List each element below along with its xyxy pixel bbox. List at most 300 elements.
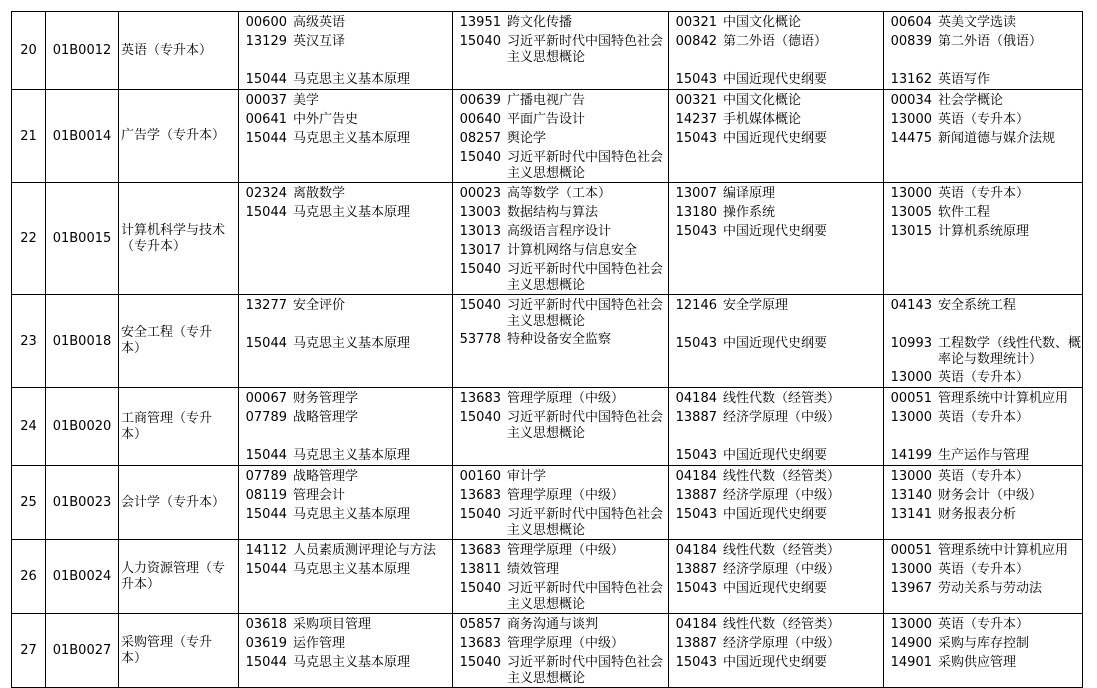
course-name: 经济学原理（中级） bbox=[723, 410, 841, 425]
course-code: 05857 bbox=[459, 617, 501, 632]
course-code: 13277 bbox=[245, 298, 287, 313]
course-code: 15044 bbox=[245, 205, 287, 220]
course-item bbox=[669, 184, 883, 203]
course-name: 英语（专升本） bbox=[938, 112, 1030, 127]
course-name: 管理系统中计算机应用 bbox=[938, 391, 1069, 406]
course-name: 计算机系统原理 bbox=[938, 224, 1030, 239]
course-code: 15044 bbox=[245, 655, 287, 670]
course-item bbox=[239, 408, 452, 427]
course-group-1 bbox=[239, 388, 453, 466]
course-item bbox=[669, 408, 883, 427]
course-code: 13129 bbox=[245, 34, 287, 49]
course-code: 15044 bbox=[245, 72, 287, 87]
course-item bbox=[453, 653, 668, 687]
course-code: 00604 bbox=[890, 15, 932, 30]
course-group-1 bbox=[239, 12, 453, 90]
course-code: 13887 bbox=[675, 488, 717, 503]
course-code: 15044 bbox=[245, 336, 287, 351]
course-code: 13013 bbox=[459, 224, 501, 239]
course-item bbox=[669, 110, 883, 129]
major-name-line: 计算机科学与技术 bbox=[121, 222, 226, 238]
course-item bbox=[884, 13, 1082, 32]
course-code: 13683 bbox=[459, 391, 501, 406]
course-name: 管理会计 bbox=[293, 488, 346, 503]
major-code: 01B0012 bbox=[46, 12, 119, 90]
course-code: 00600 bbox=[245, 15, 287, 30]
course-code: 03619 bbox=[245, 636, 287, 651]
course-name: 英语（专升本） bbox=[938, 617, 1030, 632]
course-name: 管理学原理（中级） bbox=[507, 636, 625, 651]
course-code: 13683 bbox=[459, 543, 501, 558]
course-code: 14475 bbox=[890, 131, 932, 146]
course-item bbox=[239, 446, 452, 465]
course-item bbox=[453, 296, 668, 330]
course-name: 英语（专升本） bbox=[938, 469, 1030, 484]
course-group-4 bbox=[884, 388, 1083, 466]
course-group-3 bbox=[669, 466, 884, 540]
course-group-3 bbox=[669, 90, 884, 183]
course-code: 00051 bbox=[890, 391, 932, 406]
table-row bbox=[12, 466, 1083, 540]
course-item bbox=[884, 486, 1082, 505]
course-item bbox=[453, 148, 668, 182]
exam-schedule-table bbox=[11, 11, 1083, 688]
course-group-4 bbox=[884, 183, 1083, 295]
course-name: 中外广告史 bbox=[293, 112, 359, 127]
course-item bbox=[884, 222, 1082, 241]
course-code: 13000 bbox=[890, 410, 932, 425]
course-name: 美学 bbox=[293, 93, 320, 108]
major-code: 01B0024 bbox=[46, 540, 119, 614]
course-code: 00067 bbox=[245, 391, 287, 406]
row-number: 20 bbox=[12, 12, 46, 90]
course-name: 习近平新时代中国特色社会主义思想概论 bbox=[507, 262, 664, 293]
course-item bbox=[669, 486, 883, 505]
course-code: 15040 bbox=[459, 655, 501, 670]
course-group-2 bbox=[453, 540, 669, 614]
major-name bbox=[119, 466, 239, 540]
course-item bbox=[884, 634, 1082, 653]
course-code: 13005 bbox=[890, 205, 932, 220]
course-item bbox=[239, 70, 452, 89]
course-name: 英汉互译 bbox=[293, 34, 346, 49]
course-name: 英美文学选读 bbox=[938, 15, 1017, 30]
course-item bbox=[453, 241, 668, 260]
course-name: 广播电视广告 bbox=[507, 93, 586, 108]
course-name: 采购与库存控制 bbox=[938, 636, 1030, 651]
major-name-line: 人力资源管理（专 bbox=[121, 560, 226, 576]
course-name: 马克思主义基本原理 bbox=[293, 131, 411, 146]
course-name: 特种设备安全监察 bbox=[507, 332, 612, 347]
course-name: 马克思主义基本原理 bbox=[293, 655, 411, 670]
course-item bbox=[453, 260, 668, 294]
course-code: 13887 bbox=[675, 636, 717, 651]
course-code: 13180 bbox=[675, 205, 717, 220]
major-name-line: 采购管理（专升 bbox=[121, 634, 213, 650]
course-item bbox=[453, 467, 668, 486]
course-name: 中国文化概论 bbox=[723, 15, 802, 30]
course-item bbox=[453, 32, 668, 66]
course-name: 中国近现代史纲要 bbox=[723, 507, 828, 522]
table-row bbox=[12, 90, 1083, 183]
course-name: 习近平新时代中国特色社会主义思想概论 bbox=[507, 507, 664, 538]
course-name: 社会学概论 bbox=[938, 93, 1004, 108]
major-name bbox=[119, 295, 239, 388]
course-item bbox=[884, 467, 1082, 486]
course-name: 经济学原理（中级） bbox=[723, 488, 841, 503]
major-code: 01B0018 bbox=[46, 295, 119, 388]
course-item bbox=[669, 541, 883, 560]
course-group-3 bbox=[669, 540, 884, 614]
course-code: 00639 bbox=[459, 93, 501, 108]
course-item bbox=[669, 222, 883, 241]
course-name: 采购供应管理 bbox=[938, 655, 1017, 670]
course-item bbox=[239, 91, 452, 110]
course-name: 安全系统工程 bbox=[938, 298, 1017, 313]
course-name: 管理学原理（中级） bbox=[507, 391, 625, 406]
course-code: 13811 bbox=[459, 562, 501, 577]
course-group-2 bbox=[453, 90, 669, 183]
course-code: 04184 bbox=[675, 391, 717, 406]
major-code: 01B0027 bbox=[46, 614, 119, 688]
course-item bbox=[453, 634, 668, 653]
course-code: 13000 bbox=[890, 112, 932, 127]
course-code: 13683 bbox=[459, 488, 501, 503]
course-name: 线性代数（经管类） bbox=[723, 391, 841, 406]
major-name bbox=[119, 540, 239, 614]
course-name: 线性代数（经管类） bbox=[723, 543, 841, 558]
course-item bbox=[669, 70, 883, 89]
course-code: 00842 bbox=[675, 34, 717, 49]
course-group-1 bbox=[239, 540, 453, 614]
course-name: 中国近现代史纲要 bbox=[723, 131, 828, 146]
course-item bbox=[884, 334, 1082, 368]
course-code: 15040 bbox=[459, 34, 501, 49]
course-item bbox=[453, 579, 668, 613]
course-name: 中国近现代史纲要 bbox=[723, 224, 828, 239]
course-item bbox=[884, 91, 1082, 110]
row-number: 22 bbox=[12, 183, 46, 295]
course-name: 采购项目管理 bbox=[293, 617, 372, 632]
course-code: 13000 bbox=[890, 370, 932, 385]
course-item bbox=[669, 446, 883, 465]
course-name: 高等数学（工本） bbox=[507, 186, 612, 201]
course-name: 马克思主义基本原理 bbox=[293, 72, 411, 87]
course-code: 13162 bbox=[890, 72, 932, 87]
course-code: 15043 bbox=[675, 581, 717, 596]
course-item bbox=[453, 389, 668, 408]
course-item bbox=[884, 296, 1082, 315]
course-item bbox=[453, 486, 668, 505]
course-item bbox=[884, 560, 1082, 579]
course-item bbox=[669, 203, 883, 222]
course-group-1 bbox=[239, 466, 453, 540]
course-code: 15044 bbox=[245, 507, 287, 522]
course-name: 审计学 bbox=[507, 469, 547, 484]
course-item bbox=[239, 615, 452, 634]
course-code: 15040 bbox=[459, 410, 501, 425]
course-item bbox=[239, 389, 452, 408]
course-group-2 bbox=[453, 614, 669, 688]
course-item bbox=[453, 541, 668, 560]
course-name: 编译原理 bbox=[723, 186, 776, 201]
course-code: 13967 bbox=[890, 581, 932, 596]
course-code: 07789 bbox=[245, 469, 287, 484]
course-code: 02324 bbox=[245, 186, 287, 201]
course-item bbox=[453, 184, 668, 203]
course-name: 工程数学（线性代数、概率论与数理统计） bbox=[938, 336, 1082, 367]
row-number: 26 bbox=[12, 540, 46, 614]
course-code: 14237 bbox=[675, 112, 717, 127]
course-group-4 bbox=[884, 614, 1083, 688]
course-item bbox=[884, 408, 1082, 427]
course-item bbox=[884, 184, 1082, 203]
course-item bbox=[884, 129, 1082, 148]
course-code: 15044 bbox=[245, 448, 287, 463]
table-row bbox=[12, 295, 1083, 388]
course-code: 13683 bbox=[459, 636, 501, 651]
row-number: 23 bbox=[12, 295, 46, 388]
table-row bbox=[12, 388, 1083, 466]
course-item bbox=[669, 129, 883, 148]
table-row bbox=[12, 12, 1083, 90]
course-item bbox=[669, 579, 883, 598]
course-item bbox=[884, 70, 1082, 89]
course-item bbox=[239, 653, 452, 672]
course-item bbox=[239, 486, 452, 505]
course-group-3 bbox=[669, 388, 884, 466]
course-name: 战略管理学 bbox=[293, 469, 359, 484]
row-number: 24 bbox=[12, 388, 46, 466]
course-group-4 bbox=[884, 12, 1083, 90]
course-name: 英语（专升本） bbox=[938, 370, 1030, 385]
course-item bbox=[669, 560, 883, 579]
major-name-line: 英语（专升本） bbox=[121, 42, 213, 58]
course-name: 运作管理 bbox=[293, 636, 346, 651]
major-code: 01B0020 bbox=[46, 388, 119, 466]
course-code: 13000 bbox=[890, 186, 932, 201]
course-code: 14900 bbox=[890, 636, 932, 651]
table-row bbox=[12, 614, 1083, 688]
course-code: 00034 bbox=[890, 93, 932, 108]
course-code: 13887 bbox=[675, 562, 717, 577]
course-code: 13015 bbox=[890, 224, 932, 239]
course-name: 高级语言程序设计 bbox=[507, 224, 612, 239]
course-group-1 bbox=[239, 295, 453, 388]
course-group-2 bbox=[453, 295, 669, 388]
course-item bbox=[239, 184, 452, 203]
course-group-3 bbox=[669, 12, 884, 90]
course-name: 第二外语（俄语） bbox=[938, 34, 1043, 49]
course-code: 03618 bbox=[245, 617, 287, 632]
course-group-1 bbox=[239, 614, 453, 688]
course-name: 经济学原理（中级） bbox=[723, 562, 841, 577]
major-name bbox=[119, 90, 239, 183]
major-name-line: 广告学（专升本） bbox=[121, 128, 226, 143]
course-item bbox=[239, 110, 452, 129]
course-name: 舆论学 bbox=[507, 131, 547, 146]
course-name: 习近平新时代中国特色社会主义思想概论 bbox=[507, 410, 664, 441]
course-code: 00037 bbox=[245, 93, 287, 108]
course-code: 15040 bbox=[459, 507, 501, 522]
course-code: 13141 bbox=[890, 507, 932, 522]
course-name: 中国近现代史纲要 bbox=[723, 336, 828, 351]
course-name: 手机媒体概论 bbox=[723, 112, 802, 127]
course-name: 管理学原理（中级） bbox=[507, 488, 625, 503]
major-name bbox=[119, 183, 239, 295]
course-item bbox=[884, 615, 1082, 634]
course-name: 习近平新时代中国特色社会主义思想概论 bbox=[507, 655, 664, 686]
course-name: 高级英语 bbox=[293, 15, 346, 30]
course-group-4 bbox=[884, 540, 1083, 614]
course-code: 15043 bbox=[675, 131, 717, 146]
course-code: 00321 bbox=[675, 15, 717, 30]
course-code: 15040 bbox=[459, 262, 501, 277]
course-code: 04143 bbox=[890, 298, 932, 313]
course-item bbox=[239, 541, 452, 560]
course-item bbox=[884, 203, 1082, 222]
course-item bbox=[884, 446, 1082, 465]
course-code: 15043 bbox=[675, 336, 717, 351]
course-name: 第二外语（德语） bbox=[723, 34, 828, 49]
course-item bbox=[884, 32, 1082, 51]
course-name: 英语（专升本） bbox=[938, 410, 1030, 425]
course-item bbox=[884, 505, 1082, 524]
course-name: 战略管理学 bbox=[293, 410, 359, 425]
course-code: 15043 bbox=[675, 655, 717, 670]
major-name bbox=[119, 614, 239, 688]
course-item bbox=[669, 615, 883, 634]
course-code: 15044 bbox=[245, 562, 287, 577]
course-code: 15040 bbox=[459, 581, 501, 596]
course-item bbox=[669, 389, 883, 408]
course-group-3 bbox=[669, 295, 884, 388]
major-code: 01B0023 bbox=[46, 466, 119, 540]
course-code: 15043 bbox=[675, 448, 717, 463]
course-name: 生产运作与管理 bbox=[938, 448, 1030, 463]
course-code: 00839 bbox=[890, 34, 932, 49]
course-code: 04184 bbox=[675, 469, 717, 484]
course-group-4 bbox=[884, 90, 1083, 183]
course-name: 习近平新时代中国特色社会主义思想概论 bbox=[507, 34, 664, 65]
major-name-line: 工商管理（专升 bbox=[121, 410, 213, 426]
course-code: 14901 bbox=[890, 655, 932, 670]
course-item bbox=[669, 634, 883, 653]
course-code: 13000 bbox=[890, 562, 932, 577]
course-item bbox=[453, 560, 668, 579]
course-item bbox=[453, 408, 668, 442]
course-name: 中国近现代史纲要 bbox=[723, 581, 828, 596]
course-item bbox=[669, 653, 883, 672]
course-name: 商务沟通与谈判 bbox=[507, 617, 599, 632]
course-name: 操作系统 bbox=[723, 205, 776, 220]
row-number: 25 bbox=[12, 466, 46, 540]
course-item bbox=[669, 32, 883, 51]
course-code: 13003 bbox=[459, 205, 501, 220]
course-name: 马克思主义基本原理 bbox=[293, 205, 411, 220]
course-code: 08257 bbox=[459, 131, 501, 146]
course-item bbox=[669, 13, 883, 32]
course-name: 安全评价 bbox=[293, 298, 346, 313]
course-code: 00321 bbox=[675, 93, 717, 108]
course-item bbox=[884, 368, 1082, 387]
course-item bbox=[884, 389, 1082, 408]
course-code: 13000 bbox=[890, 469, 932, 484]
course-code: 15044 bbox=[245, 131, 287, 146]
course-item bbox=[239, 13, 452, 32]
course-item bbox=[669, 91, 883, 110]
course-code: 04184 bbox=[675, 617, 717, 632]
course-code: 04184 bbox=[675, 543, 717, 558]
course-code: 00640 bbox=[459, 112, 501, 127]
course-name: 马克思主义基本原理 bbox=[293, 562, 411, 577]
course-name: 英语（专升本） bbox=[938, 562, 1030, 577]
major-name-line: 会计学（专升本） bbox=[121, 494, 226, 510]
course-name: 马克思主义基本原理 bbox=[293, 336, 411, 351]
course-name: 安全学原理 bbox=[723, 298, 789, 313]
course-group-1 bbox=[239, 90, 453, 183]
course-name: 人员素质测评理论与方法 bbox=[293, 543, 437, 558]
course-code: 15040 bbox=[459, 150, 501, 165]
course-code: 08119 bbox=[245, 488, 287, 503]
course-code: 13951 bbox=[459, 15, 501, 30]
course-code: 15043 bbox=[675, 507, 717, 522]
major-name-line: 升本） bbox=[121, 576, 161, 592]
course-name: 财务报表分析 bbox=[938, 507, 1017, 522]
major-name bbox=[119, 12, 239, 90]
course-name: 绩效管理 bbox=[507, 562, 560, 577]
course-name: 中国近现代史纲要 bbox=[723, 655, 828, 670]
course-name: 经济学原理（中级） bbox=[723, 636, 841, 651]
course-name: 英语（专升本） bbox=[938, 186, 1030, 201]
course-name: 财务会计（中级） bbox=[938, 488, 1043, 503]
course-item bbox=[453, 505, 668, 539]
course-group-4 bbox=[884, 295, 1083, 388]
course-item bbox=[239, 334, 452, 353]
course-name: 离散数学 bbox=[293, 186, 346, 201]
course-name: 英语写作 bbox=[938, 72, 991, 87]
course-item bbox=[453, 330, 668, 349]
course-name: 线性代数（经管类） bbox=[723, 617, 841, 632]
course-name: 新闻道德与媒介法规 bbox=[938, 131, 1056, 146]
course-item bbox=[453, 129, 668, 148]
course-name: 马克思主义基本原理 bbox=[293, 507, 411, 522]
major-code: 01B0014 bbox=[46, 90, 119, 183]
table-row bbox=[12, 540, 1083, 614]
course-item bbox=[669, 296, 883, 315]
course-item bbox=[239, 203, 452, 222]
course-item bbox=[884, 653, 1082, 672]
course-code: 13887 bbox=[675, 410, 717, 425]
course-item bbox=[453, 91, 668, 110]
major-name bbox=[119, 388, 239, 466]
course-name: 习近平新时代中国特色社会主义思想概论 bbox=[507, 581, 664, 612]
major-name-line: 本） bbox=[121, 650, 148, 666]
major-code: 01B0015 bbox=[46, 183, 119, 295]
course-item bbox=[453, 203, 668, 222]
course-name: 习近平新时代中国特色社会主义思想概论 bbox=[507, 298, 664, 329]
course-group-1 bbox=[239, 183, 453, 295]
course-item bbox=[884, 579, 1082, 598]
row-number: 21 bbox=[12, 90, 46, 183]
course-name: 数据结构与算法 bbox=[507, 205, 599, 220]
course-code: 00160 bbox=[459, 469, 501, 484]
course-name: 管理学原理（中级） bbox=[507, 543, 625, 558]
course-code: 13140 bbox=[890, 488, 932, 503]
course-item bbox=[453, 13, 668, 32]
course-code: 13007 bbox=[675, 186, 717, 201]
course-name: 计算机网络与信息安全 bbox=[507, 243, 638, 258]
